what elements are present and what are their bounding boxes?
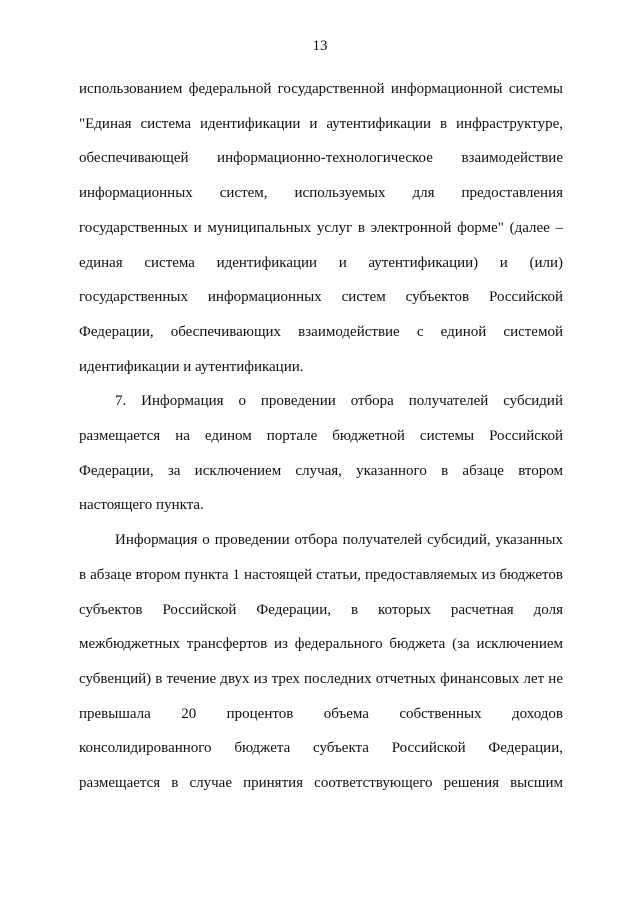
- paragraph-1: [79, 72, 563, 384]
- text-line: настоящего пункта.: [79, 497, 204, 514]
- text-line: Информация о проведении отбора получателей субсидий, указанных: [115, 532, 563, 549]
- text-line: государственных информационных систем субъектов Российской: [79, 289, 563, 306]
- text-line: государственных и муниципальных услуг в электронной форме" (далее –: [79, 219, 563, 236]
- text-line: размещается в случае принятия соответствующего решения высшим: [79, 775, 563, 792]
- page-number: 13: [312, 38, 328, 54]
- text-line: размещается на едином портале бюджетной системы Российской: [79, 428, 563, 445]
- text-line: превышала 20 процентов объема собственных доходов: [79, 705, 563, 722]
- text-line: обеспечивающей информационно-технологическое взаимодействие: [79, 150, 563, 167]
- text-line: "Единая система идентификации и аутентификации в инфраструктуре,: [79, 115, 563, 132]
- text-line: использованием федеральной государственной информационной системы: [79, 81, 563, 97]
- text-line: в абзаце втором пункта 1 настоящей статьи, предоставляемых из бюджетов: [79, 566, 563, 583]
- text-line: Федерации, обеспечивающих взаимодействие с единой системой: [79, 323, 563, 340]
- text-line: субвенций) в течение двух из трех последних отчетных финансовых лет не: [79, 670, 563, 687]
- text-line: информационных систем, используемых для предоставления: [79, 185, 563, 202]
- text-line: 7. Информация о проведении отбора получателей субсидий: [115, 393, 563, 410]
- text-line: Федерации, за исключением случая, указанного в абзаце втором: [79, 462, 563, 479]
- document-body: [79, 72, 563, 801]
- text-line: межбюджетных трансфертов из федерального бюджета (за исключением: [79, 636, 563, 653]
- text-line: идентификации и аутентификации.: [79, 358, 304, 375]
- text-line: консолидированного бюджета субъекта Российской Федерации,: [79, 740, 563, 757]
- paragraph-3: [79, 523, 563, 801]
- text-line: субъектов Российской Федерации, в которых расчетная доля: [79, 601, 563, 618]
- paragraph-2: [79, 384, 563, 523]
- text-line: единая система идентификации и аутентификации) и (или): [79, 254, 563, 271]
